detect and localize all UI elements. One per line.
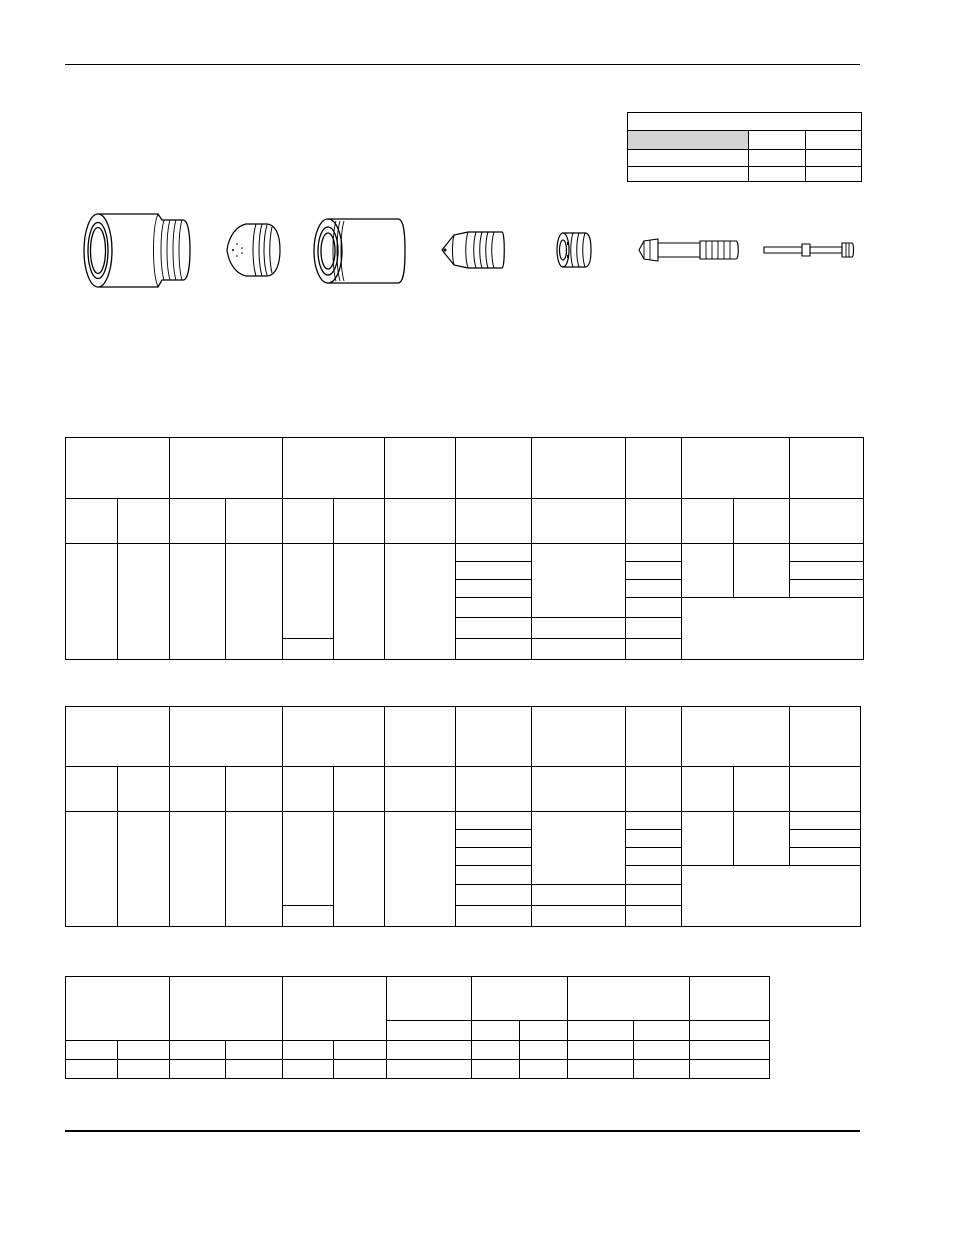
column-header bbox=[472, 977, 568, 1021]
legend-cell bbox=[806, 167, 862, 182]
column-header bbox=[532, 707, 626, 767]
sub-header bbox=[456, 767, 532, 812]
table-cell bbox=[334, 1041, 387, 1060]
sub-header bbox=[568, 1021, 634, 1041]
table-cell bbox=[626, 906, 682, 927]
table-cell bbox=[283, 906, 334, 927]
sub-header bbox=[734, 499, 790, 544]
legend-cell bbox=[628, 167, 749, 182]
column-header bbox=[170, 707, 283, 767]
column-header bbox=[532, 438, 626, 499]
table-cell bbox=[472, 1041, 520, 1060]
table-cell bbox=[532, 885, 626, 906]
table-cell bbox=[532, 906, 626, 927]
table-cell bbox=[682, 812, 734, 866]
table-cell bbox=[387, 1060, 472, 1079]
sub-header bbox=[682, 767, 734, 812]
sub-header bbox=[532, 767, 626, 812]
table-cell bbox=[456, 618, 532, 639]
table-cell bbox=[690, 1060, 770, 1079]
table-cell bbox=[334, 812, 385, 927]
table-cell bbox=[334, 544, 385, 660]
table-cell bbox=[568, 1041, 634, 1060]
column-header bbox=[170, 438, 283, 499]
summary-table bbox=[65, 976, 770, 1079]
table-cell bbox=[170, 812, 226, 927]
table-cell bbox=[456, 906, 532, 927]
sub-header bbox=[118, 767, 170, 812]
sub-header bbox=[170, 767, 226, 812]
table-cell bbox=[626, 885, 682, 906]
table-cell bbox=[226, 544, 283, 660]
table-cell bbox=[456, 866, 532, 885]
sub-header bbox=[170, 499, 226, 544]
table-cell bbox=[626, 598, 682, 618]
table-cell bbox=[118, 812, 170, 927]
sub-header bbox=[734, 767, 790, 812]
sub-header bbox=[226, 767, 283, 812]
table-cell bbox=[532, 544, 626, 618]
sub-header bbox=[472, 1021, 520, 1041]
table-cell bbox=[456, 598, 532, 618]
column-header bbox=[568, 977, 690, 1021]
footer-rule bbox=[65, 1130, 860, 1132]
sub-header bbox=[66, 767, 118, 812]
column-header bbox=[456, 438, 532, 499]
column-header bbox=[283, 707, 385, 767]
sub-header bbox=[520, 1021, 568, 1041]
column-header bbox=[385, 707, 456, 767]
column-header bbox=[790, 438, 864, 499]
column-header bbox=[170, 977, 283, 1041]
table-cell bbox=[626, 580, 682, 598]
table-cell bbox=[626, 544, 682, 562]
table-cell bbox=[456, 580, 532, 598]
sub-header bbox=[226, 499, 283, 544]
table-cell bbox=[334, 1060, 387, 1079]
table-cell bbox=[226, 1041, 283, 1060]
table-cell bbox=[283, 544, 334, 639]
column-header bbox=[690, 977, 770, 1021]
column-header bbox=[66, 707, 170, 767]
column-header bbox=[626, 438, 682, 499]
table-cell bbox=[226, 1060, 283, 1079]
sub-header bbox=[682, 499, 734, 544]
sub-header bbox=[790, 767, 861, 812]
table-cell bbox=[456, 885, 532, 906]
legend-cell bbox=[628, 150, 749, 167]
consumable-parts-row bbox=[0, 190, 954, 310]
table-cell bbox=[626, 618, 682, 639]
table-cell bbox=[682, 544, 734, 598]
table-cell bbox=[790, 812, 861, 830]
sub-header bbox=[283, 767, 334, 812]
table-cell bbox=[682, 598, 864, 660]
legend-cell bbox=[749, 150, 806, 167]
table-cell bbox=[283, 812, 334, 906]
sub-header bbox=[385, 499, 456, 544]
swirl-ring-icon bbox=[555, 230, 593, 270]
cut-chart-table-2 bbox=[65, 706, 861, 927]
table-cell bbox=[532, 812, 626, 885]
table-cell bbox=[118, 1041, 170, 1060]
table-cell bbox=[66, 1041, 118, 1060]
sub-header bbox=[385, 767, 456, 812]
table-cell bbox=[66, 1060, 118, 1079]
table-cell bbox=[682, 866, 861, 927]
table-cell bbox=[283, 639, 334, 660]
table-cell bbox=[790, 544, 864, 562]
sub-header bbox=[283, 499, 334, 544]
sub-header bbox=[334, 767, 385, 812]
table-cell bbox=[626, 830, 682, 848]
table-cell bbox=[520, 1060, 568, 1079]
legend-cell bbox=[749, 131, 806, 150]
water-tube-icon bbox=[762, 240, 856, 260]
column-header bbox=[682, 438, 790, 499]
table-cell bbox=[170, 544, 226, 660]
column-header bbox=[66, 438, 170, 499]
table-cell bbox=[790, 562, 864, 580]
column-header bbox=[283, 977, 387, 1041]
column-header bbox=[283, 438, 385, 499]
table-cell bbox=[634, 1041, 690, 1060]
table-cell bbox=[472, 1060, 520, 1079]
table-cell bbox=[118, 544, 170, 660]
sub-header bbox=[118, 499, 170, 544]
cut-chart-table-1 bbox=[65, 437, 864, 660]
table-cell bbox=[690, 1041, 770, 1060]
table-cell bbox=[520, 1041, 568, 1060]
table-cell bbox=[734, 544, 790, 598]
column-header bbox=[626, 707, 682, 767]
table-cell bbox=[790, 580, 864, 598]
sub-header bbox=[532, 499, 626, 544]
table-cell bbox=[283, 1041, 334, 1060]
legend-title bbox=[628, 113, 862, 131]
table-cell bbox=[626, 866, 682, 885]
table-cell bbox=[626, 848, 682, 866]
column-header bbox=[456, 707, 532, 767]
table-cell bbox=[568, 1060, 634, 1079]
table-cell bbox=[532, 618, 626, 639]
table-cell bbox=[387, 1041, 472, 1060]
table-cell bbox=[170, 1041, 226, 1060]
inner-retaining-cap-icon bbox=[310, 215, 406, 287]
nozzle-icon bbox=[438, 227, 506, 273]
sub-header bbox=[626, 499, 682, 544]
table-cell bbox=[66, 544, 118, 660]
table-cell bbox=[456, 639, 532, 660]
table-cell bbox=[385, 812, 456, 927]
legend-cell bbox=[628, 131, 749, 150]
table-cell bbox=[456, 562, 532, 580]
sub-header bbox=[634, 1021, 690, 1041]
legend-cell bbox=[749, 167, 806, 182]
header-rule bbox=[65, 64, 860, 65]
legend-cell bbox=[806, 131, 862, 150]
sub-header bbox=[334, 499, 385, 544]
column-header bbox=[682, 707, 790, 767]
table-cell bbox=[532, 639, 626, 660]
legend-table bbox=[627, 112, 862, 182]
sub-header bbox=[690, 1021, 770, 1041]
sub-header bbox=[387, 1021, 472, 1041]
column-header bbox=[385, 438, 456, 499]
table-cell bbox=[118, 1060, 170, 1079]
table-cell bbox=[634, 1060, 690, 1079]
table-cell bbox=[790, 830, 861, 848]
electrode-icon bbox=[636, 235, 740, 265]
table-cell bbox=[456, 812, 532, 830]
table-cell bbox=[283, 1060, 334, 1079]
table-cell bbox=[626, 639, 682, 660]
column-header bbox=[790, 707, 861, 767]
table-cell bbox=[456, 544, 532, 562]
column-header bbox=[66, 977, 170, 1041]
table-cell bbox=[626, 562, 682, 580]
table-cell bbox=[170, 1060, 226, 1079]
table-cell bbox=[385, 544, 456, 660]
sub-header bbox=[790, 499, 864, 544]
retaining-cap-icon bbox=[80, 208, 192, 293]
legend-cell bbox=[806, 150, 862, 167]
shield-icon bbox=[224, 220, 282, 280]
table-cell bbox=[456, 848, 532, 866]
sub-header bbox=[66, 499, 118, 544]
column-header bbox=[387, 977, 472, 1021]
sub-header bbox=[456, 499, 532, 544]
table-cell bbox=[734, 812, 790, 866]
table-cell bbox=[66, 812, 118, 927]
table-cell bbox=[790, 848, 861, 866]
table-cell bbox=[226, 812, 283, 927]
sub-header bbox=[626, 767, 682, 812]
table-cell bbox=[456, 830, 532, 848]
table-cell bbox=[626, 812, 682, 830]
